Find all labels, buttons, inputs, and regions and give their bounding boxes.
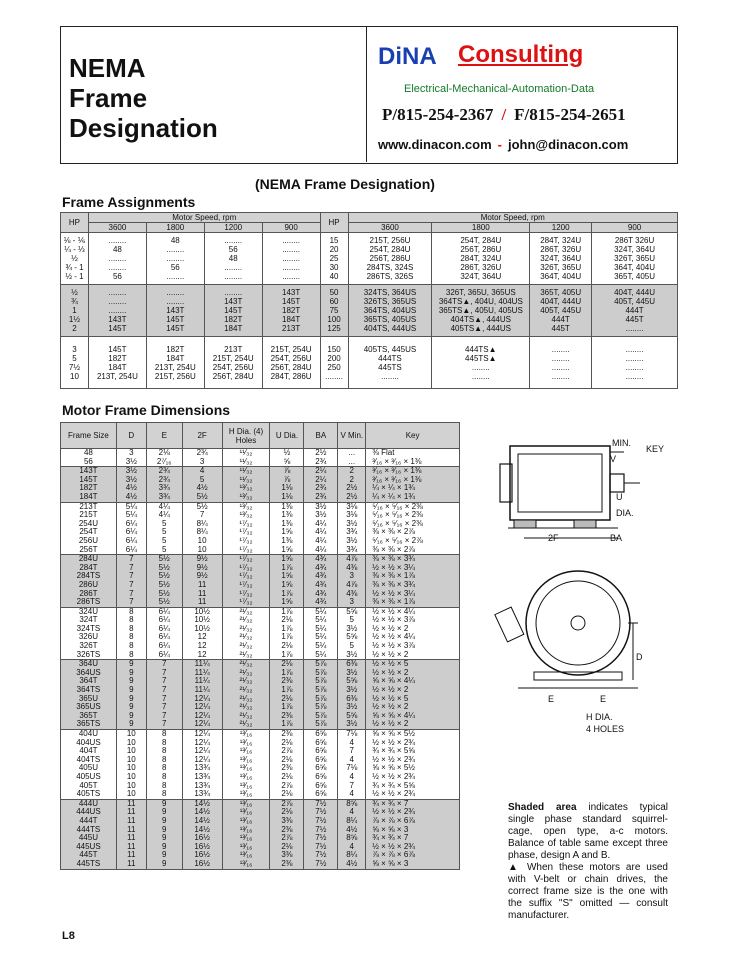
page-title: NEMA Frame Designation	[69, 53, 218, 143]
table-cell: 6⅜ 3½ 5⅝ 3½ 6⅜ 3½ 5⅝ 3½	[338, 660, 366, 730]
title-box	[61, 27, 367, 162]
fax-number: F/815-254-2651	[514, 105, 626, 124]
table-cell: 3½ 3½ 4½ 4½	[116, 467, 146, 502]
frame-assignments-title: Frame Assignments	[62, 194, 196, 210]
table-cell: ⅛ - ⅙ ¼ - ⅓ ½ ¾ - 1 ½ - 1	[61, 233, 89, 285]
diagram-v-label: V	[610, 454, 617, 464]
diagram-hdia-label: H DIA.	[586, 712, 613, 722]
table-cell: ½ ¾ 1 1½ 2	[61, 285, 89, 337]
table-cell: 284T, 324U 286T, 326U 324T, 364U 326T, 365U 364T, 404U	[530, 233, 592, 285]
table-cell: ........ ........ ........ ........ ........	[262, 233, 320, 285]
column-header: BA	[304, 423, 338, 449]
table-cell: ........ 56 48 ........ ........	[204, 233, 262, 285]
table-cell: 8 8 8 8 8 8	[116, 607, 146, 660]
diagram-u-label: U	[616, 492, 623, 502]
diagram-min-label: MIN.	[612, 438, 631, 448]
table-cell: 6⅝ 6⅝ 6⅝ 6⅝ 6⅝ 6⅝ 6⅝ 6⅝	[304, 730, 338, 800]
web-line	[378, 137, 628, 152]
table-header-row	[61, 213, 678, 223]
table-cell: 3 3½	[116, 449, 146, 467]
table-cell: 2⅜ 2⅛ 2⅞ 2⅛ 2⅜ 2⅛ 2⅞ 2⅛	[270, 730, 304, 800]
table-cell: ........ ........ ........ ........	[530, 337, 592, 389]
page-number: L8	[62, 930, 75, 942]
table-cell: 213T 215T, 254U 254T, 256U 256T, 284U	[204, 337, 262, 389]
speed-header: Motor Speed, rpm	[88, 213, 320, 223]
table-cell: 4¾ 4¾ 4¾ 4¾ 4¾ 4¾	[304, 555, 338, 608]
table-cell: 5¼ 5¼ 5¼ 5¼ 5¼ 5¼	[304, 607, 338, 660]
email-link[interactable]: john@dinacon.com	[508, 137, 629, 152]
table-cell: 8⅝ 4 8¼ 4½ 8⅝ 4 8¼ 4½	[338, 799, 366, 869]
frame-assignments-table	[60, 212, 678, 389]
column-header: V Min.	[338, 423, 366, 449]
column-header: Frame Size	[61, 423, 117, 449]
table-cell: 5½ 7 8¼ 8¼ 10 10	[182, 502, 222, 555]
table-cell: 4¼ 4¼ 5 5 5 5	[146, 502, 182, 555]
table-cell: 3⅛ 3⅛ 3½ 3¾ 3½ 3¾	[338, 502, 366, 555]
brand-consulting: Consulting	[458, 41, 584, 68]
speed-1800: 1800	[146, 223, 204, 233]
table-row	[61, 285, 678, 337]
table-cell: ½ ⅝	[270, 449, 304, 467]
table-row	[61, 555, 460, 608]
speed-3600: 3600	[88, 223, 146, 233]
table-cell: 215T, 256U 254T, 284U 256T, 286U 284TS, 324S 286TS, 326S	[348, 233, 432, 285]
table-row	[61, 467, 460, 502]
diagram-e-label-left: E	[548, 694, 555, 704]
company-box	[368, 27, 676, 162]
table-cell: 5¼ 5¼ 6¼ 6¼ 6¼ 6¼	[116, 502, 146, 555]
table-cell: ⅜ × ⅜ × 3¾ ½ × ½ × 3¼ ⅜ × ⅜ × 1⅞ ⅜ × ⅜ × 3¾ ½ × ½ × 3¼ ⅜ × ⅜ × 1⅞	[366, 555, 460, 608]
table-cell: 150 200 250 ........	[320, 337, 348, 389]
speed-3600: 3600	[348, 223, 432, 233]
table-cell: 11 11 11 11 11 11 11 11	[116, 799, 146, 869]
phone-separator: /	[501, 105, 507, 124]
table-cell: 143T 145T 182T 184T 213T	[262, 285, 320, 337]
table-cell: 2¾ 3	[182, 449, 222, 467]
diagram-2f-label: 2F	[548, 533, 559, 543]
table-cell: 9½ 9½ 9½ 11 11 11	[182, 555, 222, 608]
table-cell: 286T 326U 324T, 364U 326T, 365U 364T, 404U 365T, 405U	[592, 233, 678, 285]
table-cell: ¾ × ¾ × 7 ½ × ½ × 2¾ ⅞ × ⅞ × 6⅞ ⅝ × ⅝ × 3 ¾ × ¾ × 7 ½ × ½ × 2¾ ⅞ × ⅞ × 6⅞ ⅝ × ⅝ × 3	[366, 799, 460, 869]
phone-number: P/815-254-2367	[382, 105, 494, 124]
table-cell: 10 10 10 10 10 10 10 10	[116, 730, 146, 800]
table-cell: 215T, 254U 254T, 256U 256T, 284U 284T, 286U	[262, 337, 320, 389]
table-cell: 14½ 14½ 14½ 14½ 16½ 16½ 16½ 16½	[182, 799, 222, 869]
hp-header: HP	[320, 213, 348, 233]
table-cell: ⅞ ⅞ 1⅛ 1⅛	[270, 467, 304, 502]
note-text: indicates typical single phase standard squirrel-cage, open type, a-c motors. Balance of table same except three phase, design A and B.	[508, 802, 668, 861]
brand-name: DiNA	[378, 43, 437, 70]
diagram-dia-label: DIA.	[616, 508, 634, 518]
table-cell: 48 ........ ........ 56 ........	[146, 233, 204, 285]
table-cell: 213T 215T 254U 254T 256U 256T	[61, 502, 117, 555]
diagram-d-label: D	[636, 652, 643, 662]
table-row	[61, 607, 460, 660]
shading-note	[508, 802, 668, 922]
table-cell: 4⅞ 4⅜ 3 4⅞ 4⅜ 3	[338, 555, 366, 608]
table-row	[61, 502, 460, 555]
tagline: Electrical-Mechanical-Automation-Data	[404, 83, 595, 95]
speed-header: Motor Speed, rpm	[348, 213, 677, 223]
table-cell: 11¼ 11¼ 11¼ 11¼ 12¼ 12¼ 12¼ 12¼	[182, 660, 222, 730]
table-row	[61, 799, 460, 869]
note-lead: Shaded area	[508, 802, 577, 813]
table-cell: 404U 404US 404T 404TS 405U 405US 405T 405TS	[61, 730, 117, 800]
table-cell: 324U 324T 324TS 326U 326T 326TS	[61, 607, 117, 660]
diagram-ba-label: BA	[610, 533, 623, 543]
table-cell: 1⅞ 2⅛ 1⅞ 1⅞ 2⅛ 1⅞	[270, 607, 304, 660]
table-cell: 7 7 7 7 7 7 7 7	[146, 660, 182, 730]
hp-header: HP	[61, 213, 89, 233]
column-header: H Dia. (4) Holes	[222, 423, 270, 449]
speed-900: 900	[592, 223, 678, 233]
table-cell: ⅜ Flat ³⁄₁₆ × ³⁄₁₆ × 1⅜	[366, 449, 460, 467]
table-cell: 7 7 7 7 7 7	[116, 555, 146, 608]
table-cell: 2 2 2½ 2½	[338, 467, 366, 502]
table-cell: ........ ........ 143T 145T 145T	[146, 285, 204, 337]
phone-line	[382, 105, 626, 125]
table-cell: ²¹⁄₃₂ ²¹⁄₃₂ ²¹⁄₃₂ ²¹⁄₃₂ ²¹⁄₃₂ ²¹⁄₃₂	[222, 607, 270, 660]
table-cell: 1⅜ 1⅜ 1⅜ 1⅝ 1⅜ 1⅝	[270, 502, 304, 555]
table-cell: 2¼ 2¼ 2¾ 2¾	[304, 467, 338, 502]
table-header-row	[61, 223, 678, 233]
table-cell: ........ 48 ........ ........ 56	[88, 233, 146, 285]
table-cell: 254T, 284U 256T, 286U 284T, 324U 286T, 326U 324T, 364U	[432, 233, 530, 285]
table-cell: 9 9 9 9 9 9 9 9	[116, 660, 146, 730]
table-cell: 405TS, 445US 444TS 445TS ........	[348, 337, 432, 389]
table-cell: 145T 182T 184T 213T, 254U	[88, 337, 146, 389]
column-header: U Dia.	[270, 423, 304, 449]
table-cell: 404T, 444U 405T, 445U 444T 445T ........	[592, 285, 678, 337]
table-header-row	[61, 423, 460, 449]
speed-1200: 1200	[530, 223, 592, 233]
table-row	[61, 233, 678, 285]
table-cell: 8 8 8 8 8 8 8 8	[146, 730, 182, 800]
table-row	[61, 337, 678, 389]
table-cell: ¹³⁄₃₂ ¹³⁄₃₂ ¹⁷⁄₃₂ ¹⁷⁄₃₂ ¹⁷⁄₃₂ ¹⁷⁄₃₂	[222, 502, 270, 555]
table-cell: 326T, 365U, 365US 364TS▲, 404U, 404US 365TS▲, 405U, 405US 404TS▲, 444US 405TS▲, 444US	[432, 285, 530, 337]
column-header: E	[146, 423, 182, 449]
table-cell: 5½ 5½ 5½ 5½ 5½ 5½	[146, 555, 182, 608]
table-cell: 48 56	[61, 449, 117, 467]
column-header: Key	[366, 423, 460, 449]
table-cell: 284U 284T 284TS 286U 286T 286TS	[61, 555, 117, 608]
table-cell: 3½ 3½ 4¼ 4¼ 4¼ 4¼	[304, 502, 338, 555]
table-row	[61, 660, 460, 730]
speed-900: 900	[262, 223, 320, 233]
table-cell: 444TS▲ 445TS▲ ........ ........	[432, 337, 530, 389]
diagram-holes-label: 4 HOLES	[586, 724, 625, 734]
note-triangle: ▲ When these motors are used with V-belt or chain drives, the correct frame size is the one with the suffix "S" omitted — consult manufacturer.	[508, 862, 668, 921]
table-cell: ²¹⁄₃₂ ²¹⁄₃₂ ²¹⁄₃₂ ²¹⁄₃₂ ²¹⁄₃₂ ²¹⁄₃₂ ²¹⁄₃₂ ²¹⁄₃₂	[222, 660, 270, 730]
table-cell: 9 9 9 9 9 9 9 9	[146, 799, 182, 869]
table-cell: 2⅞ 2⅛ 3⅜ 2⅜ 2⅞ 2⅛ 3⅜ 2⅜	[270, 799, 304, 869]
motor-dimensions-table	[60, 422, 460, 870]
table-cell: ¹¹⁄₃₂ ¹¹⁄₃₂	[222, 449, 270, 467]
table-cell: 7⅛ 4 7 4 7⅛ 4 7 4	[338, 730, 366, 800]
table-cell: 2½ 2¾	[304, 449, 338, 467]
page-header	[60, 26, 678, 164]
diagram-key-label: KEY	[646, 444, 665, 454]
table-cell: ... ...	[338, 449, 366, 467]
table-cell: 3 5 7½ 10	[61, 337, 89, 389]
table-cell: 143T 145T 182T 184T	[61, 467, 117, 502]
table-cell: 12¼ 12¼ 12¼ 12¼ 13¾ 13¾ 13¾ 13¾	[182, 730, 222, 800]
table-cell: ⁵⁄₁₆ × ⁵⁄₁₆ × 2⅜ ⁵⁄₁₆ × ⁵⁄₁₆ × 2⅜ ⁵⁄₁₆ × ⁵⁄₁₆ × 2⅜ ⅜ × ⅜ × 2⅞ ⁵⁄₁₆ × ⁵⁄₁₆ × 2⅞ ⅜ × ⅜ × 2⅞	[366, 502, 460, 555]
table-cell: 7½ 7½ 7½ 7½ 7½ 7½ 7½ 7½	[304, 799, 338, 869]
table-cell: 2⅛ 2⁷⁄₁₆	[146, 449, 182, 467]
table-cell: 15 20 25 30 40	[320, 233, 348, 285]
table-cell: ½ × ½ × 4¼ ½ × ½ × 3⅞ ½ × ½ × 2 ½ × ½ × 4¼ ½ × ½ × 3⅞ ½ × ½ × 2	[366, 607, 460, 660]
subtitle: (NEMA Frame Designation)	[255, 176, 435, 192]
table-cell: 2⅛ 1⅞ 2⅜ 1⅞ 2⅛ 1⅞ 2⅜ 1⅞	[270, 660, 304, 730]
table-cell: ........ ........ ........ 143T 145T	[88, 285, 146, 337]
table-cell: 364U 364US 364T 364TS 365U 365US 365T 365TS	[61, 660, 117, 730]
web-separator: -	[497, 137, 502, 152]
table-cell: ¹³⁄₁₆ ¹³⁄₁₆ ¹³⁄₁₆ ¹³⁄₁₆ ¹³⁄₁₆ ¹³⁄₁₆ ¹³⁄₁₆ ¹³⁄₁₆	[222, 730, 270, 800]
table-cell: 444U 444US 444T 444TS 445U 445US 445T 445TS	[61, 799, 117, 869]
table-cell: ½ × ½ × 5 ½ × ½ × 2 ⅝ × ⅝ × 4¼ ½ × ½ × 2 ½ × ½ × 5 ½ × ½ × 2 ⅝ × ⅝ × 4¼ ½ × ½ × 2	[366, 660, 460, 730]
table-cell: 1⅝ 1⅞ 1⅝ 1⅝ 1⅞ 1⅝	[270, 555, 304, 608]
speed-1200: 1200	[204, 223, 262, 233]
motor-dimensions-title: Motor Frame Dimensions	[62, 402, 231, 418]
table-cell: ¹⁷⁄₃₂ ¹⁷⁄₃₂ ¹⁷⁄₃₂ ¹⁷⁄₃₂ ¹⁷⁄₃₂ ¹⁷⁄₃₂	[222, 555, 270, 608]
table-cell: 10½ 10½ 10½ 12 12 12	[182, 607, 222, 660]
table-row	[61, 449, 460, 467]
table-cell: 6¼ 6¼ 6¼ 6¼ 6¼ 6¼	[146, 607, 182, 660]
table-cell: ¹³⁄₁₆ ¹³⁄₁₆ ¹³⁄₁₆ ¹³⁄₁₆ ¹³⁄₁₆ ¹³⁄₁₆ ¹³⁄₁₆ ¹³⁄₁₆	[222, 799, 270, 869]
table-cell: ³⁄₁₆ × ³⁄₁₆ × 1⅜ ³⁄₁₆ × ³⁄₁₆ × 1⅜ ¼ × ¼ × 1¾ ¼ × ¼ × 1¾	[366, 467, 460, 502]
table-cell: ⅝ × ⅝ × 5½ ½ × ½ × 2¾ ¾ × ¾ × 5⅝ ½ × ½ × 2¾ ⅝ × ⅝ × 5½ ½ × ½ × 2¾ ¾ × ¾ × 5⅝ ½ × ½ × 2¾	[366, 730, 460, 800]
table-cell: 2¾ 2¾ 3¾ 3¾	[146, 467, 182, 502]
speed-1800: 1800	[432, 223, 530, 233]
website-link[interactable]: www.dinacon.com	[378, 137, 492, 152]
diagram-e-label-right: E	[600, 694, 607, 704]
table-cell: ........ ........ ........ ........	[592, 337, 678, 389]
column-header: D	[116, 423, 146, 449]
table-cell: ¹¹⁄₃₂ ¹¹⁄₃₂ ¹³⁄₃₂ ¹³⁄₃₂	[222, 467, 270, 502]
table-cell: ........ 143T 145T 182T 184T	[204, 285, 262, 337]
table-cell: 324TS, 364US 326TS, 365US 364TS, 404US 365TS, 405US 404TS, 444US	[348, 285, 432, 337]
table-cell: 182T 184T 213T, 254U 215T, 256U	[146, 337, 204, 389]
column-header: 2F	[182, 423, 222, 449]
table-row	[61, 730, 460, 800]
motor-dimension-diagram	[478, 428, 688, 748]
table-cell: 5⅝ 5 3½ 5⅝ 5 3½	[338, 607, 366, 660]
table-cell: 4 5 4½ 5½	[182, 467, 222, 502]
table-cell: 5⅞ 5⅞ 5⅞ 5⅞ 5⅞ 5⅞ 5⅞ 5⅞	[304, 660, 338, 730]
table-cell: 50 60 75 100 125	[320, 285, 348, 337]
table-cell: 365T, 405U 404T, 444U 405T, 445U 444T 445T	[530, 285, 592, 337]
